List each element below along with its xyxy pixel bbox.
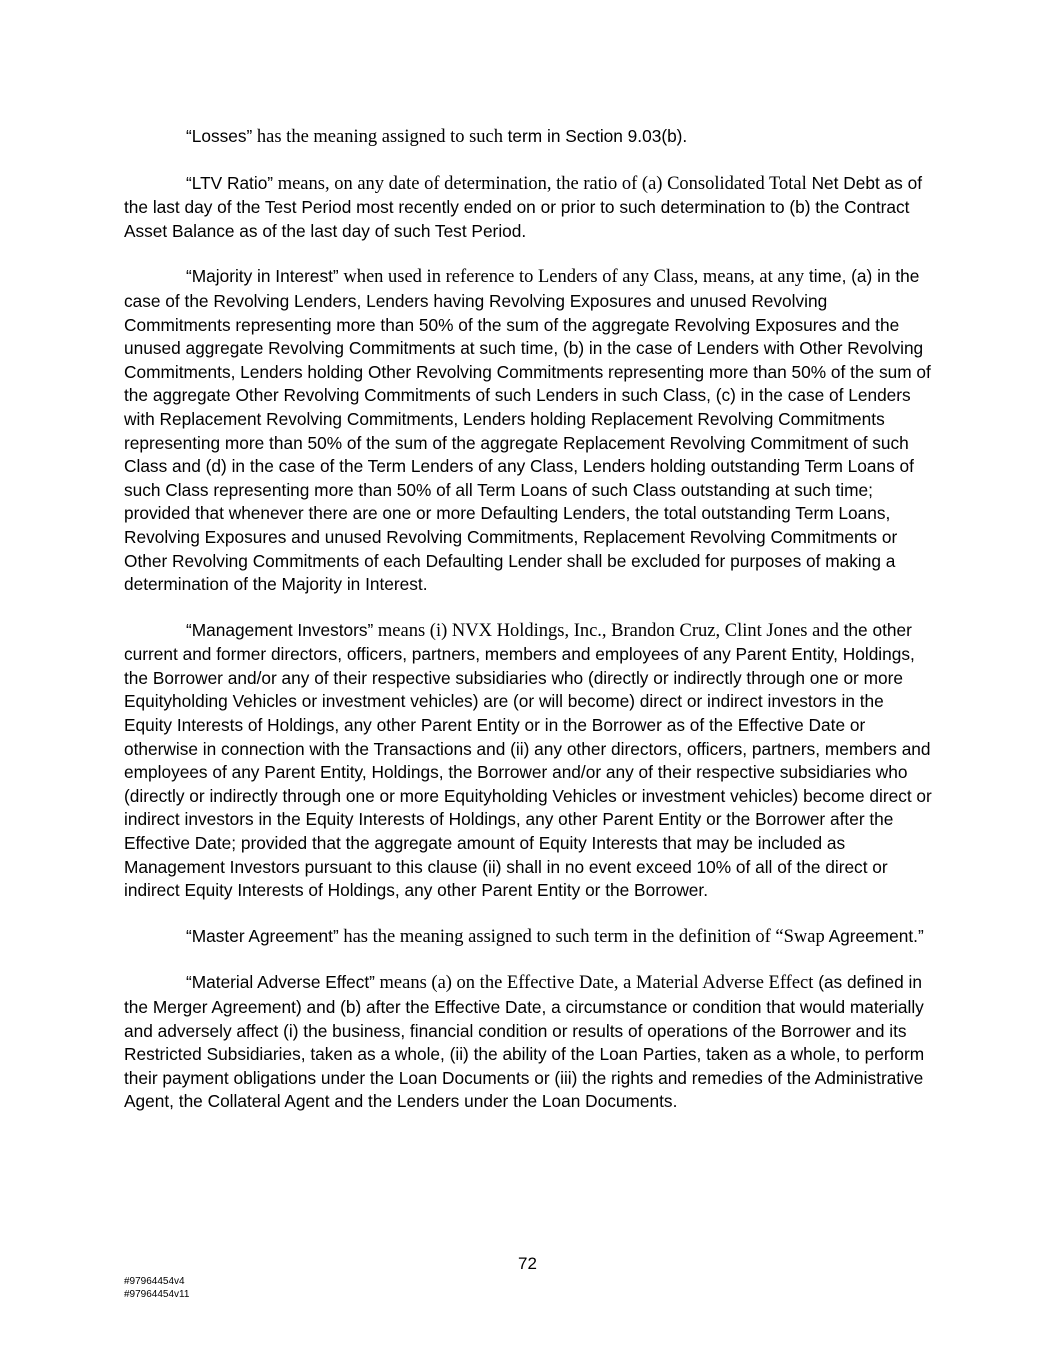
definition-losses (124, 125, 932, 150)
definition-lead-text: when used in reference to Lenders of any Class, means, at any (338, 267, 805, 288)
definition-body-text: term in Section 9.03(b). (507, 126, 688, 146)
defined-term: “Management Investors” (186, 619, 374, 640)
page-number: 72 (518, 1254, 537, 1273)
document-id: #97964454v11 (124, 1288, 190, 1300)
definition-ltv-ratio (124, 172, 932, 244)
definition-lead-text: has the meaning assigned to such (252, 127, 508, 147)
document-id: #97964454v4 (124, 1276, 185, 1287)
definition-body-text: (as defined in the Merger Agreement) and (b) after the Effective Date, a circumstance or condition that would materially and adversely affect (i) the business, financial condition or results of operations of the Borrower and its Restricted Subsidiaries, taken as a whole, (ii) the ability of the Loan Parties, taken as a whole, to perform their payment obligations under the Loan Documents or (iii) the rights and remedies of the Administrative Agent, the Collateral Agent and the Lenders under the Loan Documents. (124, 972, 925, 1112)
definition-majority-in-interest (124, 265, 932, 596)
definition-lead-text: has the meaning assigned to such term in the definition of “Swap (338, 926, 825, 947)
defined-term: “LTV Ratio” (186, 172, 274, 193)
definition-body-text: the other current and former directors, officers, partners, members and employees of any Parent Entity, Holdings, the Borrower and/or any of their respective subsidiaries who (directly or indirectly through one or more Equityholding Vehicles or investment vehicles) are (or will become) direct or indirect investors in the Equity Interests of Holdings, any other Parent Entity or in the Borrower as of the Effective Date or otherwise in connection with the Transactions and (ii) any other directors, officers, partners, members and employees of any Parent Entity, Holdings, the Borrower and/or any of their respective subsidiaries who (directly or indirectly through one or more Equityholding Vehicles or investment vehicles) become direct or indirect investors in the Equity Interests of Holdings, any other Parent Entity or the Borrower after the Effective Date; provided that the aggregate amount of Equity Interests that may be included as Management Investors pursuant to this clause (ii) shall in no event exceed 10% of all of the direct or indirect Equity Interests of Holdings, any other Parent Entity or the Borrower. (124, 619, 932, 901)
document-id-stamp (124, 1276, 189, 1301)
definition-management-investors (124, 619, 932, 903)
definition-master-agreement (124, 925, 932, 950)
definition-lead-text: means, on any date of determination, the ratio of (a) Consolidated Total (273, 173, 807, 194)
defined-term: “Master Agreement” (186, 925, 339, 946)
definitions-section (124, 125, 932, 1136)
definition-material-adverse-effect (124, 971, 932, 1114)
definition-body-text: time, (a) in the case of the Revolving Lenders, Lenders having Revolving Exposures and unused Revolving Commitments representing more than 50% of the sum of the aggregate Revolving Exposures and the unused aggregate Revolving Commitments at such time, (b) in the case of Lenders with Other Revolving Commitments, Lenders holding Other Revolving Commitments representing more than 50% of the sum of the aggregate Other Revolving Commitments of such Lenders in such Class, (c) in the case of Lenders with Replacement Revolving Commitments, Lenders holding Replacement Revolving Commitments representing more than 50% of the sum of the aggregate Replacement Revolving Commitment of such Class and (d) in the case of the Term Lenders of any Class, Lenders holding outstanding Term Loans of such Class representing more than 50% of all Term Loans of such Class outstanding at such time; provided that whenever there are one or more Defaulting Lenders, the total outstanding Term Loans, Revolving Exposures and unused Revolving Commitments, Replacement Revolving Commitments or Other Revolving Commitments of each Defaulting Lender shall be excluded for purposes of making a determination of the Majority in Interest. (124, 266, 931, 595)
definition-lead-text: means (a) on the Effective Date, a Material Adverse Effect (374, 973, 814, 994)
definition-lead-text: means (i) NVX Holdings, Inc., Brandon Cruz, Clint Jones and (373, 620, 839, 641)
defined-term: “Majority in Interest” (186, 266, 339, 287)
defined-term: “Losses” (186, 126, 253, 146)
definition-body-text: Net Debt as of the last day of the Test Period most recently ended on or prior to such determination to (b) the Contract Asset Balance as of the last day of such Test Period. (124, 172, 923, 241)
definition-body-text: Agreement.” (824, 925, 924, 946)
defined-term: “Material Adverse Effect” (186, 972, 375, 993)
